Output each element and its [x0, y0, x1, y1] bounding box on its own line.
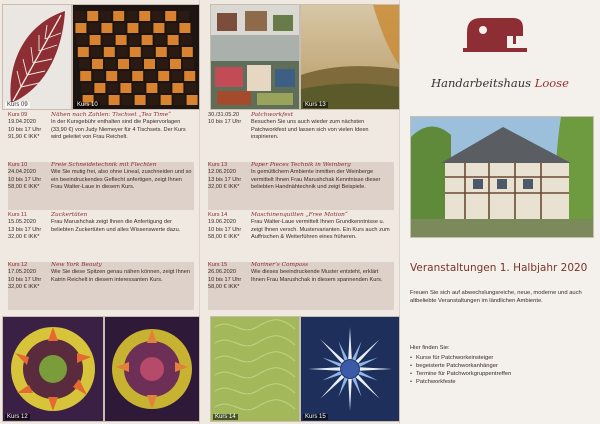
course-body [51, 112, 194, 141]
caption-kurs-13: Kurs 13 [305, 102, 326, 108]
course-time: 10 bis 17 Uhr [208, 226, 242, 233]
brand-name-accent: Loose [534, 76, 569, 90]
course-title: Mariner’s Compass [251, 262, 309, 268]
events-heading: Veranstaltungen 1. Halbjahr 2020 [410, 262, 588, 274]
course-date: 12.06.2020 [208, 169, 236, 176]
course-entry [208, 262, 394, 310]
offer-list [410, 355, 511, 387]
right-panel [400, 0, 600, 424]
course-entry [8, 262, 194, 310]
course-number: Kurs 12 [8, 262, 28, 268]
course-number: Kurs 15 [208, 262, 228, 268]
course-list-left [8, 112, 194, 312]
caption-kurs-09: Kurs 09 [7, 102, 28, 108]
course-price: 58,00 € IKK* [208, 233, 240, 240]
left-panel [0, 0, 200, 424]
course-list-right [208, 112, 394, 312]
course-date: 19.04.2020 [8, 119, 36, 126]
photo-kurs-13 [300, 4, 400, 110]
middle-panel [200, 0, 400, 424]
offer-item: • Termine für Patchworkgruppentreffen [410, 371, 511, 379]
course-price: 32,00 € IKK* [208, 183, 240, 190]
course-price: 91,90 € IKK* [8, 133, 40, 140]
course-meta [208, 262, 248, 291]
course-date: 26.06.2020 [208, 269, 236, 276]
find-label: Hier finden Sie: [410, 345, 450, 351]
photo-house [410, 116, 594, 238]
offer-item: • begeisterte Patchworkanhänger [410, 363, 511, 371]
photo-kurs-12-right [104, 316, 200, 422]
course-meta [208, 112, 248, 127]
offer-item: • Patchworkfeste [410, 379, 511, 387]
course-time: 10 bis 17 Uhr [8, 126, 42, 133]
course-body [251, 262, 394, 284]
course-description: Wie Sie diese Spitzen genau nähen können, zeigt Ihnen Katrin Reichelt in diesem interessanten Kurs. [51, 269, 191, 283]
course-description: In der Kursgebühr enthalten sind die Papiervorlagen (33,90 €) von Judy Niemeyer für 4 Tischsets. Der Kurs wird geleitet von Frau Reichelt. [51, 119, 186, 140]
course-meta [8, 112, 48, 141]
course-title: Freie Schneidetechnik mit Flechten [51, 162, 157, 168]
course-price: 58,00 € IKK* [208, 283, 240, 290]
photo-kurs-10 [72, 4, 200, 110]
course-number: Kurs 13 [208, 162, 228, 168]
course-meta [208, 212, 248, 241]
course-price: 32,00 € IKK* [8, 283, 40, 290]
brand-name-main: Handarbeitshaus [431, 76, 535, 90]
course-description: Besuchen Sie uns auch wieder zum nächsten Patchworkfest und lassen sich von vielen Ideen inspirieren. [251, 119, 369, 140]
course-time: 13 bis 17 Uhr [208, 176, 242, 183]
course-number: Kurs 10 [8, 162, 28, 168]
course-title: Maschinenquilten „Free Motion“ [251, 212, 348, 218]
caption-kurs-12: Kurs 12 [7, 414, 28, 420]
caption-kurs-15: Kurs 15 [305, 414, 326, 420]
course-number: Kurs 11 [8, 212, 27, 218]
course-body [51, 262, 194, 284]
course-body [251, 212, 394, 241]
course-meta [8, 212, 48, 241]
course-time: 10 bis 17 Uhr [8, 276, 42, 283]
course-number: Kurs 14 [208, 212, 228, 218]
course-entry [8, 212, 194, 260]
course-meta [8, 162, 48, 191]
course-date: 17.05.2020 [8, 269, 36, 276]
photo-kurs-14 [210, 316, 300, 422]
course-description: Frau Walter-Laue vermittelt Ihnen Grundkenntnisse u. zeigt Ihnen versch. Mustervarianten. Ein Kurs auch zum Auffrischen & Weiterführen eines früheren. [251, 219, 390, 240]
offer-item: • Kurse für Patchworkeinsteiger [410, 355, 511, 363]
course-price: 58,00 € IKK* [8, 183, 40, 190]
course-time: 10 bis 17 Uhr [208, 276, 242, 283]
course-entry [208, 112, 394, 160]
course-description: Wie Sie mutig frei, also ohne Lineal, zuschneiden und so ein beeindruckendes Geflecht anfertigen, zeigt Ihnen Frau Walter-Laue in diesem Kurs. [51, 169, 192, 190]
course-title: Zuckertüten [51, 212, 88, 218]
photo-patchworkfest [210, 4, 300, 110]
course-time: 10 bis 17 Uhr [8, 176, 42, 183]
course-description: Wie dieses beeindruckende Muster entsteht, erklärt Ihnen Frau Marushchak in diesem spannenden Kurs. [251, 269, 383, 283]
sewing-machine-logo [463, 12, 527, 52]
course-body [251, 162, 394, 191]
course-meta [208, 162, 248, 191]
course-entry [8, 112, 194, 160]
course-description: In gemütlichem Ambiente inmitten der Weinberge vermittelt Ihnen Frau Marushchak Kenntnisse dieser beliebten Handnähtechnik und zeigt Beispiele. [251, 169, 381, 190]
course-meta [8, 262, 48, 291]
course-title: Paper Pieces Technik in Weinberg [251, 162, 351, 168]
course-body [51, 212, 194, 234]
photo-kurs-12-left [2, 316, 104, 422]
course-time: 13 bis 17 Uhr [8, 226, 42, 233]
course-title: New York Beauty [51, 262, 102, 268]
course-body [251, 112, 394, 141]
caption-kurs-10: Kurs 10 [77, 102, 98, 108]
course-date: 30./31.05.20 [208, 112, 240, 118]
course-description: Frau Marushchak zeigt Ihnen die Anfertigung der beliebten Zuckertüten und alles Wissenswerte dazu. [51, 219, 181, 233]
course-time: 10 bis 17 Uhr [208, 119, 242, 126]
course-number: Kurs 09 [8, 112, 28, 118]
course-date: 19.06.2020 [208, 219, 236, 226]
intro-text: Freuen Sie sich auf abwechslungsreiche, neue, moderne und auch altbeliebte Veranstaltungen im ländlichen Ambiente. [410, 290, 582, 304]
course-entry [208, 212, 394, 260]
course-price: 32,00 € IKK* [8, 233, 40, 240]
course-title: Nähen nach Zahlen: Tischset „Tea Time“ [51, 112, 172, 118]
caption-kurs-14: Kurs 14 [215, 414, 236, 420]
course-entry [208, 162, 394, 210]
course-entry [8, 162, 194, 210]
course-date: 24.04.2020 [8, 169, 36, 176]
photo-kurs-09 [2, 4, 72, 110]
photo-kurs-15 [300, 316, 400, 422]
course-body [51, 162, 194, 191]
course-date: 15.05.2020 [8, 219, 36, 226]
course-title: Patchworkfest [251, 112, 294, 118]
brand-name [400, 76, 600, 90]
